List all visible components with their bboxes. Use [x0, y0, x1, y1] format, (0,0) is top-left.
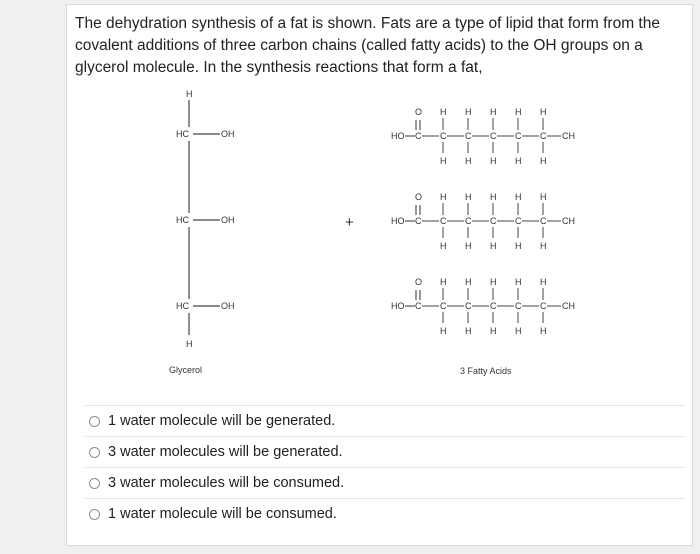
- svg-text:O: O: [415, 277, 423, 287]
- glycerol-molecule: [169, 89, 235, 375]
- option-4[interactable]: [85, 498, 685, 529]
- dehydration-synthesis-diagram: [157, 87, 597, 387]
- svg-text:C: C: [540, 131, 547, 141]
- answer-options: [85, 405, 685, 529]
- plus-sign: +: [345, 214, 354, 231]
- svg-text:H: H: [540, 326, 547, 336]
- svg-text:H: H: [540, 107, 547, 117]
- svg-text:C: C: [465, 131, 472, 141]
- svg-text:CH: CH: [562, 216, 575, 226]
- svg-text:H: H: [540, 277, 547, 287]
- fatty-acid-chain-1: [391, 107, 575, 166]
- svg-text:HO: HO: [391, 301, 405, 311]
- svg-text:O: O: [415, 107, 423, 117]
- svg-text:H: H: [440, 156, 447, 166]
- svg-text:H: H: [515, 192, 522, 202]
- radio-option-4[interactable]: [89, 509, 100, 520]
- svg-text:H: H: [490, 107, 497, 117]
- radio-option-3[interactable]: [89, 478, 100, 489]
- svg-text:C: C: [515, 131, 522, 141]
- svg-text:H: H: [440, 241, 447, 251]
- fatty-acids-label: 3 Fatty Acids: [460, 366, 512, 376]
- option-1-label: 1 water molecule will be generated.: [108, 413, 336, 429]
- glycerol-hc-2: HC: [176, 215, 189, 225]
- option-3-label: 3 water molecules will be consumed.: [108, 475, 345, 491]
- svg-text:H: H: [440, 326, 447, 336]
- option-3[interactable]: [85, 467, 685, 498]
- option-1[interactable]: [85, 405, 685, 436]
- question-text: The dehydration synthesis of a fat is shown. Fats are a type of lipid that form from the covalent additions of three carbon chains (called fatty acids) to the OH groups on a glycerol molecule. In the synthesis reactions that form a fat,: [75, 15, 660, 76]
- svg-text:H: H: [465, 192, 472, 202]
- svg-text:C: C: [490, 216, 497, 226]
- svg-text:H: H: [490, 192, 497, 202]
- svg-text:O: O: [415, 192, 423, 202]
- option-2[interactable]: [85, 436, 685, 467]
- svg-text:H: H: [465, 326, 472, 336]
- svg-text:C: C: [515, 216, 522, 226]
- svg-text:C: C: [415, 131, 422, 141]
- svg-text:H: H: [515, 107, 522, 117]
- glycerol-hc-3: HC: [176, 301, 189, 311]
- fatty-acid-chain-2: [391, 192, 575, 251]
- glycerol-top-h: H: [186, 89, 193, 99]
- svg-text:C: C: [440, 216, 447, 226]
- option-4-label: 1 water molecule will be consumed.: [108, 506, 337, 522]
- svg-text:C: C: [490, 301, 497, 311]
- svg-text:H: H: [465, 156, 472, 166]
- svg-text:H: H: [515, 241, 522, 251]
- svg-text:H: H: [465, 107, 472, 117]
- svg-text:H: H: [490, 241, 497, 251]
- radio-option-1[interactable]: [89, 416, 100, 427]
- option-2-label: 3 water molecules will be generated.: [108, 444, 343, 460]
- svg-text:H: H: [515, 156, 522, 166]
- fatty-acid-1-carbons: [440, 107, 575, 166]
- svg-text:H: H: [465, 277, 472, 287]
- svg-text:H: H: [515, 277, 522, 287]
- svg-text:C: C: [465, 301, 472, 311]
- glycerol-oh-2: OH: [221, 215, 235, 225]
- question-card: [66, 4, 693, 546]
- svg-text:C: C: [440, 131, 447, 141]
- svg-text:C: C: [515, 301, 522, 311]
- svg-text:H: H: [440, 277, 447, 287]
- svg-text:H: H: [490, 326, 497, 336]
- svg-text:HO: HO: [391, 131, 405, 141]
- glycerol-oh-3: OH: [221, 301, 235, 311]
- glycerol-oh-1: OH: [221, 129, 235, 139]
- glycerol-label: Glycerol: [169, 365, 203, 375]
- glycerol-bottom-h: H: [186, 339, 193, 349]
- svg-text:H: H: [490, 156, 497, 166]
- svg-text:H: H: [540, 192, 547, 202]
- svg-text:C: C: [415, 216, 422, 226]
- fatty-acid-chain-3: [391, 277, 575, 336]
- svg-text:C: C: [415, 301, 422, 311]
- svg-text:H: H: [515, 326, 522, 336]
- svg-text:C: C: [540, 301, 547, 311]
- svg-text:H: H: [440, 192, 447, 202]
- svg-text:C: C: [490, 131, 497, 141]
- svg-text:CH: CH: [562, 301, 575, 311]
- svg-text:CH: CH: [562, 131, 575, 141]
- svg-text:H: H: [540, 241, 547, 251]
- svg-text:HO: HO: [391, 216, 405, 226]
- fatty-acid-3-carbons: [440, 277, 575, 336]
- svg-text:C: C: [540, 216, 547, 226]
- svg-text:H: H: [540, 156, 547, 166]
- svg-text:H: H: [440, 107, 447, 117]
- radio-option-2[interactable]: [89, 447, 100, 458]
- svg-text:C: C: [465, 216, 472, 226]
- glycerol-hc-1: HC: [176, 129, 189, 139]
- svg-text:H: H: [465, 241, 472, 251]
- svg-text:H: H: [490, 277, 497, 287]
- fatty-acid-2-carbons: [440, 192, 575, 251]
- svg-text:C: C: [440, 301, 447, 311]
